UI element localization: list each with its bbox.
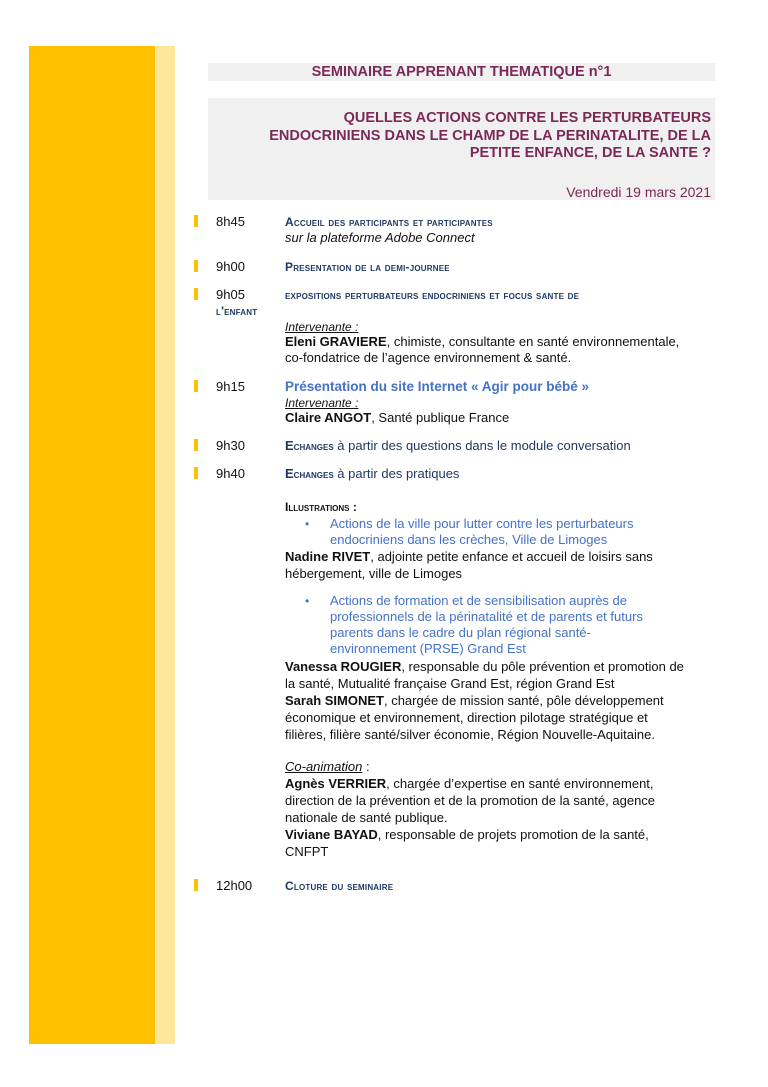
- agenda-title-closing: Cloture du seminaire: [285, 879, 394, 893]
- time-9h05: 9h05: [216, 287, 245, 302]
- bullet-marker: [194, 380, 198, 392]
- speaker-simonet: Sarah SIMONET, chargée de mission santé, pôle développement: [285, 693, 664, 708]
- event-date: Vendredi 19 mars 2021: [566, 184, 711, 200]
- bullet-marker: [194, 288, 198, 300]
- speaker-angot: Claire ANGOT, Santé publique France: [285, 410, 510, 425]
- speaker-rivet: Nadine RIVET, adjointe petite enfance et accueil de loisirs sans: [285, 549, 653, 564]
- time-9h30: 9h30: [216, 438, 245, 453]
- agenda-subtitle-platform: sur la plateforme Adobe Connect: [285, 230, 475, 245]
- agenda-title-expositions: expositions perturbateurs endocriniens et focus sante de: [285, 288, 580, 302]
- speaker-role: Intervenante :: [285, 320, 359, 334]
- speaker-simonet-desc: économique et environnement, direction pilotage stratégique et: [285, 710, 648, 725]
- page-title: QUELLES ACTIONS CONTRE LES PERTURBATEURS ENDOCRINIENS DANS LE CHAMP DE LA PERINATALITE, DE LA PETITE ENFANCE, DE LA SANTE ?: [269, 110, 711, 161]
- speaker-simonet-desc: filières, filière santé/silver économie, Région Nouvelle-Aquitaine.: [285, 727, 655, 742]
- speaker-verrier: Agnès VERRIER, chargée d’expertise en santé environnement,: [285, 776, 654, 791]
- bullet-marker: [194, 439, 198, 451]
- speaker-bayad: Viviane BAYAD, responsable de projets promotion de la santé,: [285, 827, 649, 842]
- bullet-marker: [194, 215, 198, 227]
- time-8h45: 8h45: [216, 214, 245, 229]
- agenda-title-exchanges-practices: Echanges à partir des pratiques: [285, 466, 460, 481]
- bullet-marker: [194, 879, 198, 891]
- illustrations-heading: Illustrations :: [285, 500, 357, 514]
- agenda-title-website: Présentation du site Internet « Agir pour bébé »: [285, 379, 590, 394]
- agenda-title-exchanges-questions: Echanges à partir des questions dans le module conversation: [285, 438, 631, 453]
- title-box: [208, 98, 715, 200]
- illustration-limoges: Actions de la ville pour lutter contre les perturbateurs endocriniens dans les crèches, Ville de Limoges: [330, 516, 634, 547]
- time-12h00: 12h00: [216, 878, 253, 893]
- seminar-label: SEMINAIRE APPRENANT THEMATIQUE n°1: [208, 63, 715, 81]
- speaker-bayad-desc: CNFPT: [285, 844, 329, 859]
- speaker-graviere: Eleni GRAVIERE, chimiste, consultante en santé environnementale,: [285, 334, 680, 349]
- speaker-rivet-desc: hébergement, ville de Limoges: [285, 566, 463, 581]
- side-bar-dark: [29, 46, 155, 1044]
- speaker-rougier-desc: la santé, Mutualité française Grand Est, région Grand Est: [285, 676, 615, 691]
- speaker-graviere-desc: co-fondatrice de l’agence environnement & santé.: [285, 350, 572, 365]
- bullet-dot-icon: •: [305, 594, 310, 608]
- time-9h00: 9h00: [216, 259, 245, 274]
- bullet-marker: [194, 467, 198, 479]
- speaker-rougier: Vanessa ROUGIER, responsable du pôle prévention et promotion de: [285, 659, 684, 674]
- agenda-title-expositions-end: l'enfant: [216, 304, 258, 318]
- time-9h40: 9h40: [216, 466, 245, 481]
- side-bar-light: [155, 46, 175, 1044]
- coanimation-heading: Co-animation :: [285, 759, 370, 774]
- agenda-title-welcome: Accueil des participants et participantes: [285, 215, 493, 229]
- illustration-grand-est: Actions de formation et de sensibilisation auprès de professionnels de la périnatalité et de parents et futurs parents dans le cadre du plan régional santé- environnement (PRSE) Grand Est: [330, 593, 643, 656]
- agenda-title-presentation: Presentation de la demi-journee: [285, 260, 450, 274]
- speaker-verrier-desc: direction de la prévention et de la promotion de la santé, agence: [285, 793, 656, 808]
- bullet-dot-icon: •: [305, 517, 310, 531]
- bullet-marker: [194, 260, 198, 272]
- speaker-role: Intervenante :: [285, 396, 359, 410]
- time-9h15: 9h15: [216, 379, 245, 394]
- speaker-verrier-desc: nationale de santé publique.: [285, 810, 448, 825]
